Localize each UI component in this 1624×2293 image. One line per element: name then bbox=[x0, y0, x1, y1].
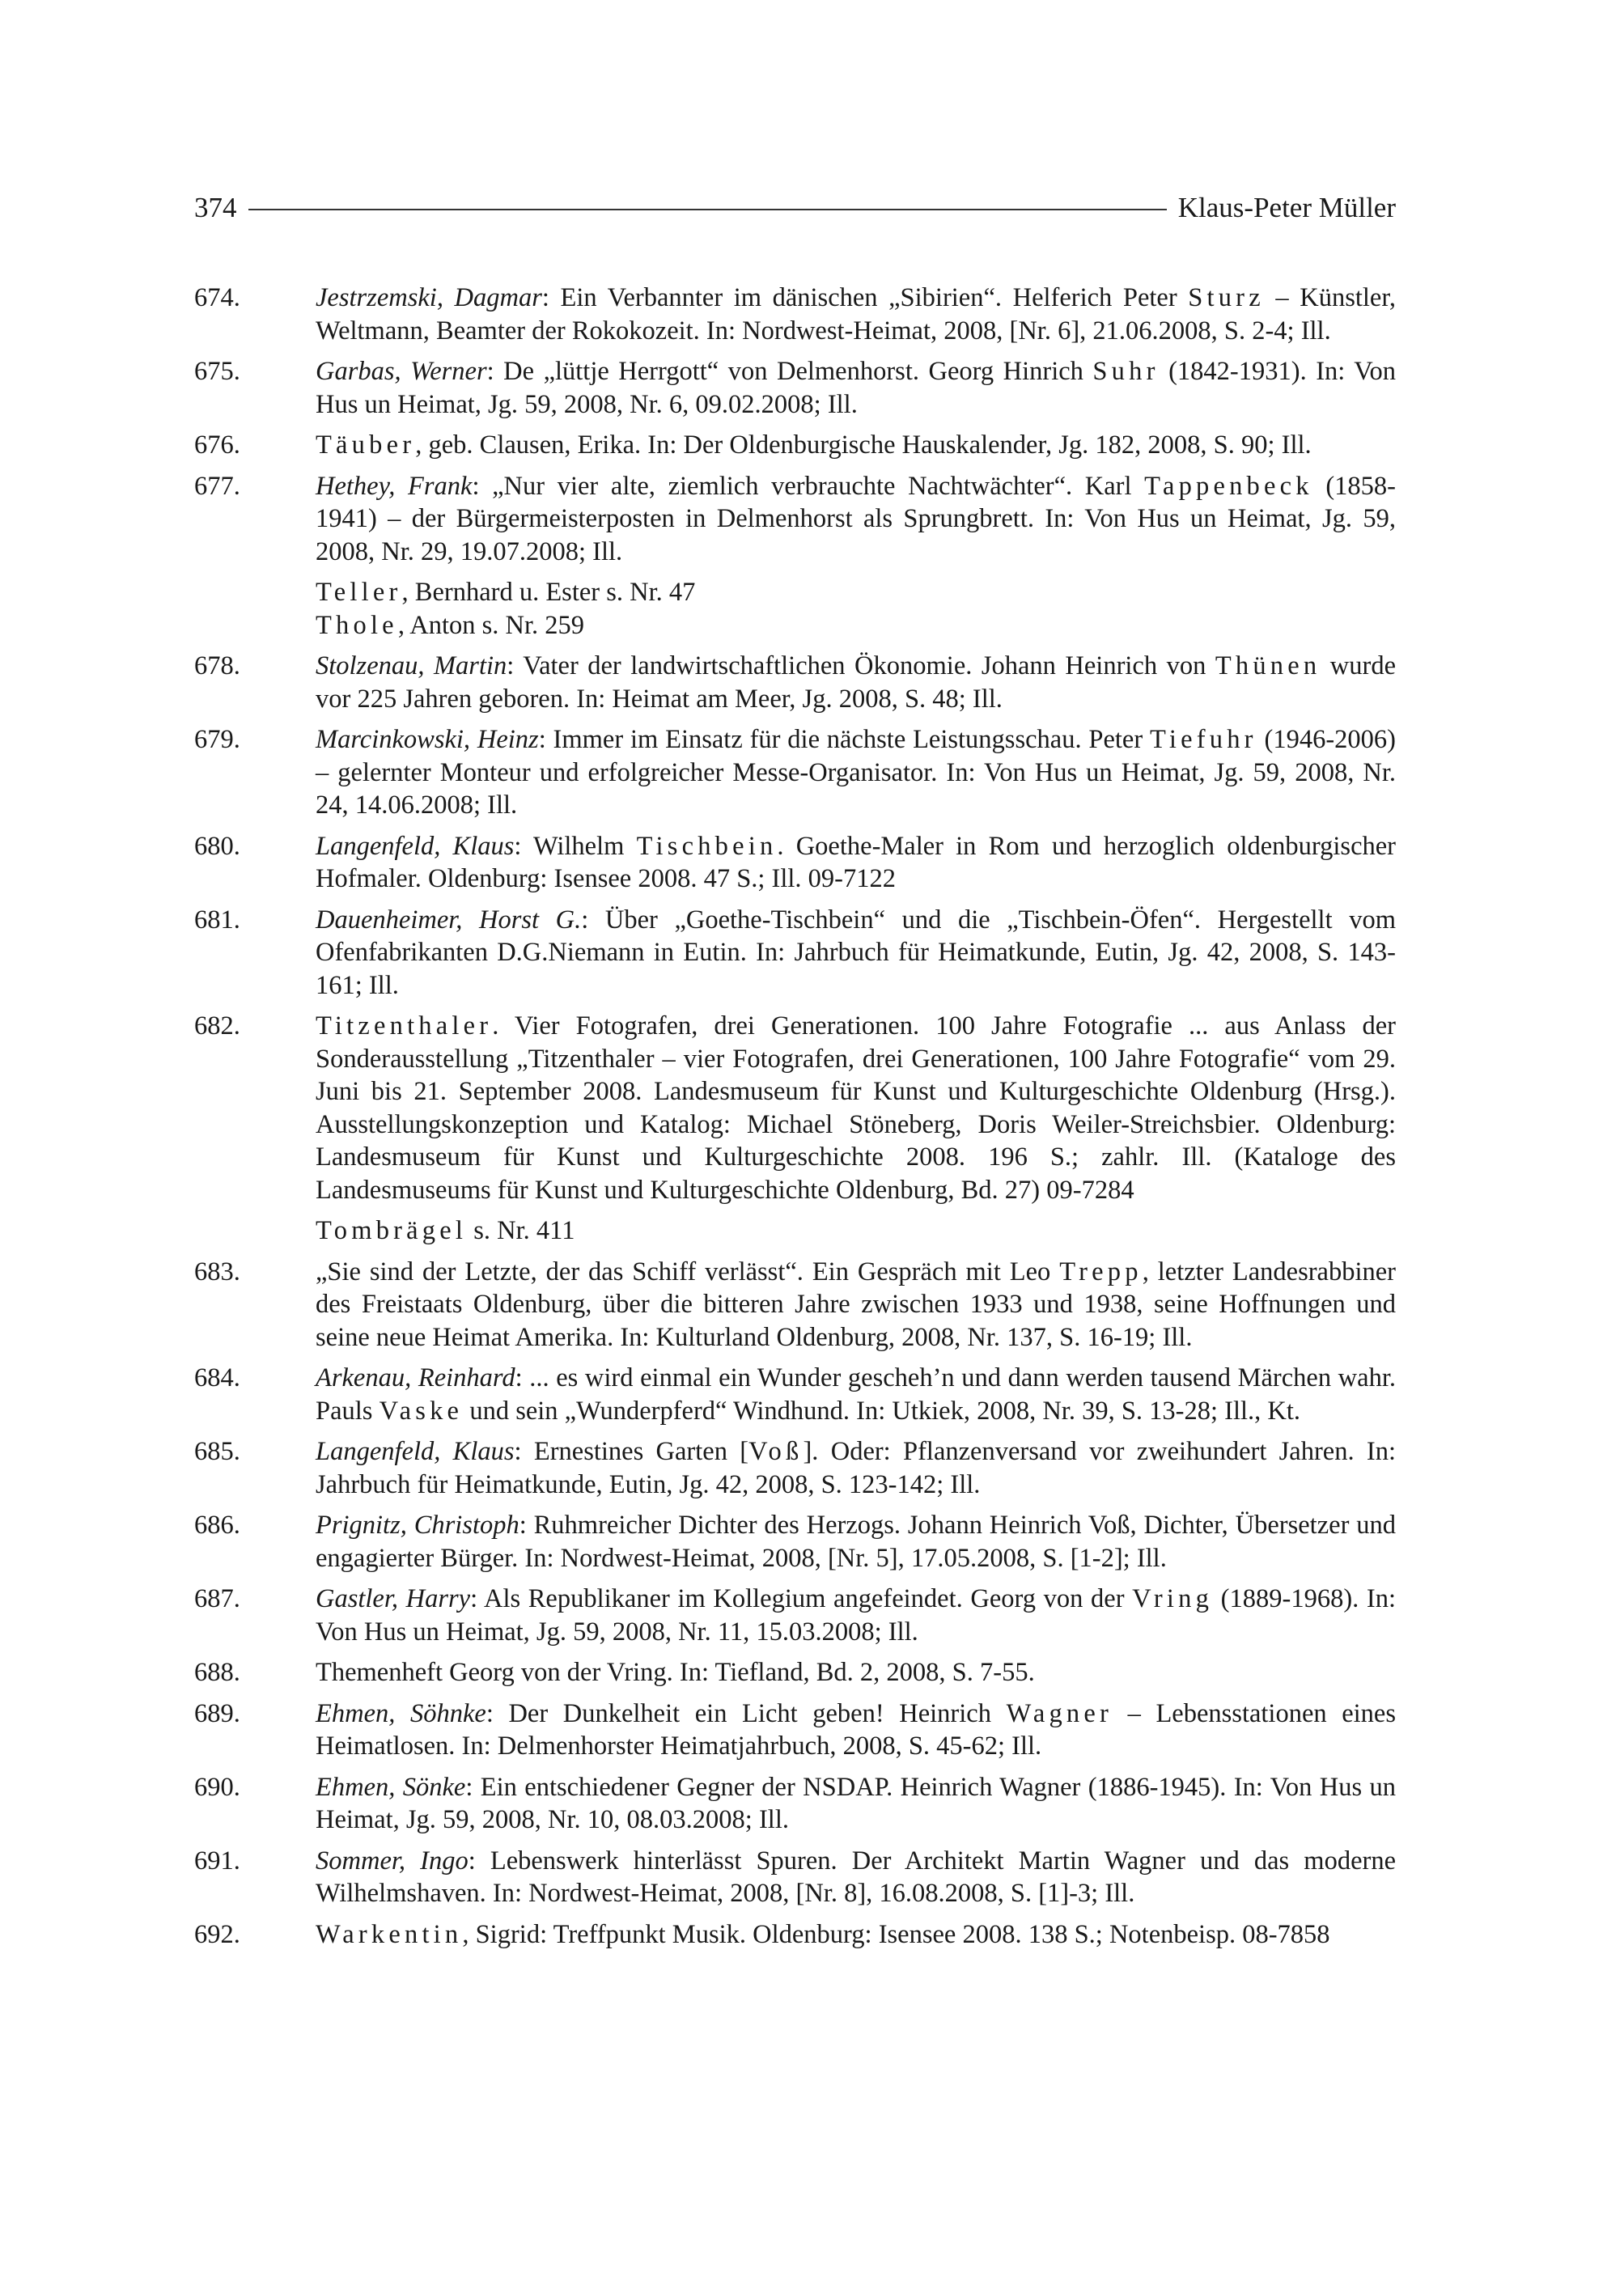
entry-text bbox=[316, 1435, 1396, 1501]
bibliography-entry bbox=[194, 1918, 1396, 1952]
citation-text: (1858-1941) – der Bürgermeisterposten in Delmenhorst als Sprungbrett. In: Von Hus un Heimat, Jg. 59, 2008, Nr. 29, 19.07.2008; Ill. bbox=[316, 471, 1396, 566]
running-head-author: Klaus-Peter Müller bbox=[1177, 192, 1396, 223]
citation-text: , Bernhard u. Ester s. Nr. 47 bbox=[401, 578, 696, 607]
citation-text: : „Nur vier alte, ziemlich verbrauchte Nachtwächter“. Karl bbox=[472, 471, 1145, 501]
entry-text bbox=[316, 1362, 1396, 1427]
subject-name: Wagner bbox=[1006, 1698, 1113, 1728]
citation-text: wurde vor 225 Jahren geboren. In: Heimat am Meer, Jg. 2008, S. 48; Ill. bbox=[316, 651, 1397, 714]
page-number: 374 bbox=[194, 192, 237, 223]
bibliography-entry bbox=[194, 1697, 1396, 1763]
author-name: Ehmen, Söhnke bbox=[316, 1698, 486, 1728]
author-name: Arkenau, Reinhard bbox=[316, 1363, 515, 1392]
bibliography-entry bbox=[194, 1509, 1396, 1575]
subject-name: Thünen bbox=[1215, 651, 1321, 680]
citation-text: : Ruhmreicher Dichter des Herzogs. Johann Heinrich Voß, Dichter, Übersetzer und engagierter Bürger. In: Nordwest-Heimat, 2008, [Nr. 5], 17.05.2008, S. [1-2]; Ill. bbox=[316, 1511, 1396, 1573]
citation-text: : Lebenswerk hinterlässt Spuren. Der Architekt Martin Wagner und das moderne Wilhelmshaven. In: Nordwest-Heimat, 2008, [Nr. 8], 16.08.2008, S. [1]-3; Ill. bbox=[316, 1846, 1396, 1908]
subject-name: Voß bbox=[748, 1437, 804, 1466]
bibliography-entry bbox=[194, 429, 1396, 462]
citation-text: : Vater der landwirtschaftlichen Ökonomie. Johann Heinrich von bbox=[507, 651, 1215, 680]
entry-text bbox=[316, 1845, 1396, 1910]
entry-number: 691. bbox=[194, 1846, 240, 1876]
subject-name: Suhr bbox=[1092, 357, 1160, 386]
entry-text bbox=[316, 1583, 1396, 1648]
subject-name: Trepp bbox=[1059, 1257, 1143, 1286]
entry-number: 684. bbox=[194, 1363, 240, 1392]
entry-text bbox=[316, 429, 1396, 462]
entry-number: 675. bbox=[194, 357, 240, 386]
subject-name: Thole bbox=[316, 610, 398, 640]
entry-number: 689. bbox=[194, 1698, 240, 1728]
entry-number: 685. bbox=[194, 1437, 240, 1466]
entry-number: 679. bbox=[194, 725, 240, 754]
entry-text bbox=[316, 470, 1396, 569]
citation-text: : Als Republikaner im Kollegium angefeindet. Georg von der bbox=[470, 1584, 1133, 1613]
citation-text: : Ein entschiedener Gegner der NSDAP. Heinrich Wagner (1886-1945). In: Von Hus un Heimat, Jg. 59, 2008, Nr. 10, 08.03.2008; Ill. bbox=[316, 1772, 1396, 1834]
entry-number: 678. bbox=[194, 651, 240, 680]
author-name: Garbas, Werner bbox=[316, 357, 487, 386]
citation-text: . Vier Fotografen, drei Generationen. 100 Jahre Fotografie ... aus Anlass der Sonderausstellung „Titzenthaler – vier Fotografen, drei Generationen, 100 Jahre Fotografie“ vom 29. Juni bis 21. September 2008. Landesmuseum für Kunst und Kulturgeschichte Oldenburg (Hrsg.). Ausstellungskonzeption und Katalog: Michael Stöneberg, Doris Weiler-Streichsbier. Oldenburg: Landesmuseum für Kunst und Kulturgeschichte 2008. 196 S.; zahlr. Ill. (Kataloge des Landesmuseums für Kunst und Kulturgeschichte Oldenburg, Bd. 27) 09-7284 bbox=[316, 1011, 1396, 1205]
cross-reference bbox=[194, 1214, 1396, 1248]
citation-text: (1889-1968). In: Von Hus un Heimat, Jg. 59, 2008, Nr. 11, 15.03.2008; Ill. bbox=[316, 1584, 1397, 1647]
author-name: Ehmen, Sönke bbox=[316, 1772, 466, 1802]
citation-text: s. Nr. 411 bbox=[467, 1216, 575, 1245]
citation-text: (1842-1931). In: Von Hus un Heimat, Jg. 59, 2008, Nr. 6, 09.02.2008; Ill. bbox=[316, 357, 1397, 419]
citation-text: : ... es wird einmal ein Wunder gescheh’n und dann werden tausend Märchen wahr. Pauls bbox=[316, 1363, 1396, 1426]
entry-number: 686. bbox=[194, 1511, 240, 1540]
citation-text: : Über „Goethe-Tischbein“ und die „Tischbein-Öfen“. Hergestellt vom Ofenfabrikanten D.G.Niemann in Eutin. In: Jahrbuch für Heimatkunde, Eutin, Jg. 42, 2008, S. 143-161; Ill. bbox=[316, 905, 1396, 1000]
bibliography-entry bbox=[194, 1010, 1396, 1206]
entry-number: 683. bbox=[194, 1257, 240, 1286]
citation-text: (1946-2006) – gelernter Monteur und erfolgreicher Messe-Organisator. In: Von Hus un Heimat, Jg. 59, 2008, Nr. 24, 14.06.2008; Ill. bbox=[316, 725, 1397, 820]
entry-text bbox=[316, 650, 1396, 715]
citation-text: : Wilhelm bbox=[514, 831, 637, 861]
citation-text: , geb. Clausen, Erika. In: Der Oldenburgische Hauskalender, Jg. 182, 2008, S. 90; Ill. bbox=[415, 430, 1312, 460]
bibliography-entry bbox=[194, 1656, 1396, 1689]
bibliography-entry bbox=[194, 1256, 1396, 1354]
citation-text: : Ernestines Garten [ bbox=[514, 1437, 749, 1466]
bibliography-entry bbox=[194, 904, 1396, 1002]
author-name: Marcinkowski, Heinz bbox=[316, 725, 539, 754]
citation-text: , Anton s. Nr. 259 bbox=[397, 610, 585, 640]
entry-number: 680. bbox=[194, 831, 240, 861]
author-name: Langenfeld, Klaus bbox=[316, 1437, 515, 1466]
entry-number: 690. bbox=[194, 1772, 240, 1802]
bibliography-entry bbox=[194, 1362, 1396, 1427]
citation-text: : Immer im Einsatz für die nächste Leistungsschau. Peter bbox=[538, 725, 1150, 754]
citation-text: , Sigrid: Treffpunkt Musik. Oldenburg: Isensee 2008. 138 S.; Notenbeisp. 08-7858 bbox=[462, 1919, 1330, 1949]
entry-number: 674. bbox=[194, 283, 240, 312]
cross-reference bbox=[194, 576, 1396, 609]
citation-text: Themenheft Georg von der Vring. In: Tiefland, Bd. 2, 2008, S. 7-55. bbox=[316, 1658, 1035, 1687]
entry-text bbox=[316, 1918, 1396, 1952]
bibliography-entry bbox=[194, 1583, 1396, 1648]
entry-text bbox=[316, 1656, 1396, 1689]
citation-text: – Lebensstationen eines Heimatlosen. In: Delmenhorster Heimatjahrbuch, 2008, S. 45-62; Ill. bbox=[316, 1698, 1397, 1761]
subject-name: Teller bbox=[316, 578, 402, 607]
entry-number: 682. bbox=[194, 1011, 240, 1041]
subject-name: Titzenthaler bbox=[316, 1011, 493, 1041]
subject-name: Tappenbeck bbox=[1144, 471, 1313, 501]
bibliography-entry bbox=[194, 1435, 1396, 1501]
subject-name: Täuber bbox=[316, 430, 416, 460]
bibliography-entry bbox=[194, 723, 1396, 822]
entry-text bbox=[316, 355, 1396, 421]
entry-number: 681. bbox=[194, 905, 240, 935]
entry-text bbox=[316, 1256, 1396, 1354]
author-name: Dauenheimer, Horst G. bbox=[316, 905, 582, 935]
entry-number: 676. bbox=[194, 430, 240, 460]
citation-text: : Ein Verbannter im dänischen „Sibirien“. Helferich Peter bbox=[541, 283, 1189, 312]
citation-text: , letzter Landesrabbiner des Freistaats Oldenburg, über die bitteren Jahre zwischen 1933 und 1938, seine Hoffnungen und seine neue Heimat Amerika. In: Kulturland Oldenburg, 2008, Nr. 137, S. 16-19; Ill. bbox=[316, 1257, 1396, 1352]
subject-name: Tischbein bbox=[636, 831, 778, 861]
subject-name: Tiefuhr bbox=[1150, 725, 1257, 754]
author-name: Stolzenau, Martin bbox=[316, 651, 507, 680]
citation-text: . Goethe-Maler in Rom und herzoglich oldenburgischer Hofmaler. Oldenburg: Isensee 2008. 47 S.; Ill. 09-7122 bbox=[316, 831, 1397, 893]
entry-number: 687. bbox=[194, 1584, 240, 1613]
bibliography-entry bbox=[194, 355, 1396, 421]
author-name: Sommer, Ingo bbox=[316, 1846, 469, 1876]
entry-text bbox=[316, 282, 1396, 347]
author-name: Prignitz, Christoph bbox=[316, 1511, 519, 1540]
bibliography-entry bbox=[194, 650, 1396, 715]
bibliography-entry bbox=[194, 1845, 1396, 1910]
entry-text bbox=[316, 1771, 1396, 1837]
cross-reference bbox=[194, 609, 1396, 642]
subject-name: Vaske bbox=[379, 1396, 464, 1426]
entry-text bbox=[316, 904, 1396, 1002]
subject-name: Vring bbox=[1132, 1584, 1214, 1613]
subject-name: Warkentin bbox=[316, 1919, 463, 1949]
header-rule bbox=[248, 209, 1167, 210]
bibliography-entry bbox=[194, 830, 1396, 896]
entry-number: 692. bbox=[194, 1919, 240, 1949]
author-name: Langenfeld, Klaus bbox=[316, 831, 515, 861]
entry-text bbox=[316, 1509, 1396, 1575]
entry-text bbox=[316, 723, 1396, 822]
subject-name: Sturz bbox=[1188, 283, 1265, 312]
author-name: Gastler, Harry bbox=[316, 1584, 471, 1613]
running-header bbox=[194, 188, 1396, 228]
citation-text: „Sie sind der Letzte, der das Schiff verlässt“. Ein Gespräch mit Leo bbox=[316, 1257, 1060, 1286]
author-name: Jestrzemski, Dagmar bbox=[316, 283, 542, 312]
entry-text bbox=[316, 830, 1396, 896]
bibliography-entry bbox=[194, 470, 1396, 569]
citation-text: ]. Oder: Pflanzenversand vor zweihundert Jahren. In: Jahrbuch für Heimatkunde, Eutin, Jg. 42, 2008, S. 123-142; Ill. bbox=[316, 1437, 1396, 1499]
entry-text bbox=[316, 1010, 1396, 1206]
subject-name: Tombrägel bbox=[316, 1216, 468, 1245]
entry-number: 688. bbox=[194, 1658, 240, 1687]
bibliography-entry bbox=[194, 1771, 1396, 1837]
entry-text bbox=[316, 1697, 1396, 1763]
citation-text: : De „lüttje Herrgott“ von Delmenhorst. Georg Hinrich bbox=[486, 357, 1093, 386]
citation-text: : Der Dunkelheit ein Licht geben! Heinrich bbox=[486, 1698, 1007, 1728]
author-name: Hethey, Frank bbox=[316, 471, 473, 501]
citation-text: – Künstler, Weltmann, Beamter der Rokokozeit. In: Nordwest-Heimat, 2008, [Nr. 6], 21.06.2008, S. 2-4; Ill. bbox=[316, 283, 1396, 345]
bibliography-entry bbox=[194, 282, 1396, 347]
bibliography-list bbox=[194, 282, 1396, 1959]
entry-number: 677. bbox=[194, 471, 240, 501]
citation-text: und sein „Wunderpferd“ Windhund. In: Utkiek, 2008, Nr. 39, S. 13-28; Ill., Kt. bbox=[463, 1396, 1301, 1426]
